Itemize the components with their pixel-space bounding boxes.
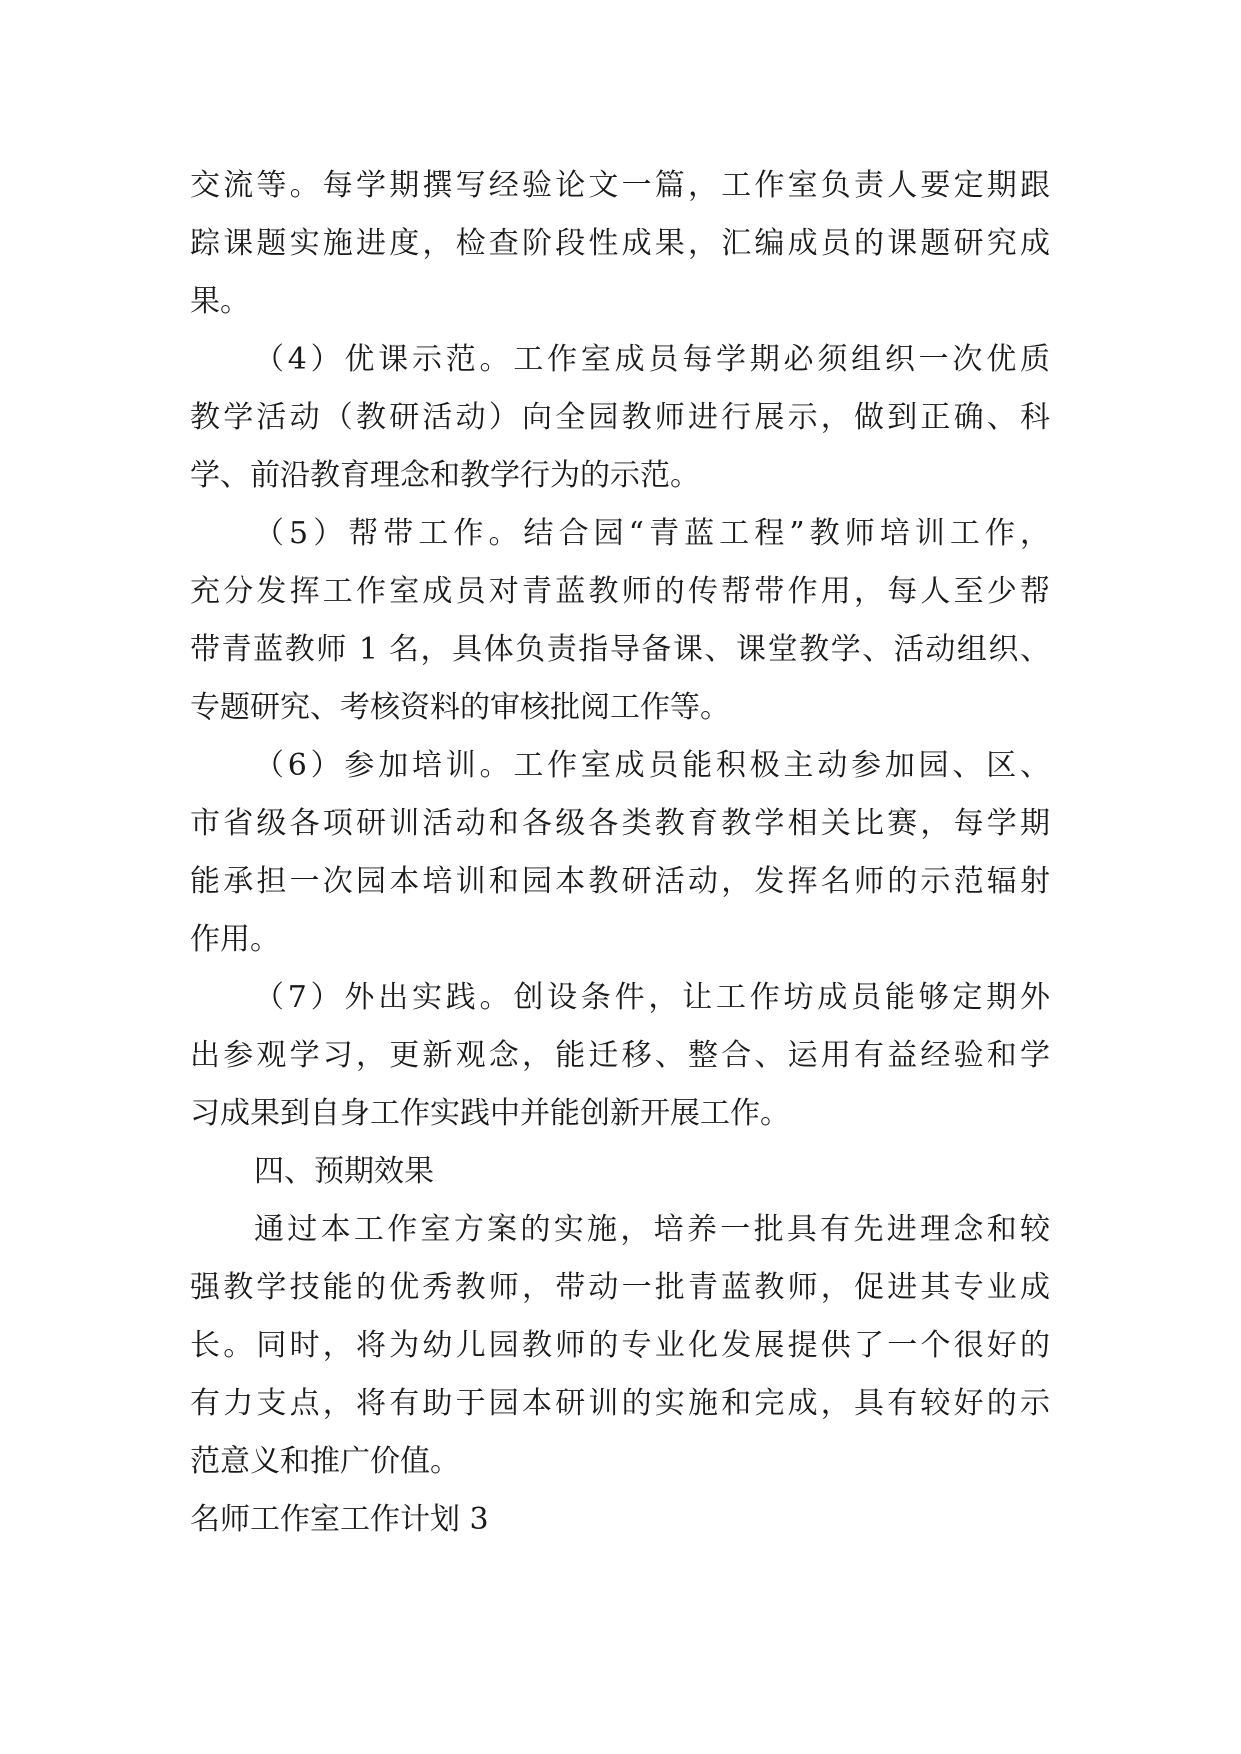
text-line: 强教学技能的优秀教师，带动一批青蓝教师，促进其专业成 [190, 1270, 1050, 1305]
text-line: 学、前沿教育理念和教学行为的示范。 [190, 458, 700, 493]
text-line: 范意义和推广价值。 [190, 1444, 460, 1479]
text-line: 有力支点，将有助于园本研训的实施和完成，具有较好的示 [190, 1386, 1050, 1421]
text-line: 出参观学习，更新观念，能迁移、整合、运用有益经验和学 [190, 1038, 1050, 1073]
text-line: 带青蓝教师 1 名，具体负责指导备课、课堂教学、活动组织、 [190, 632, 1050, 667]
text-line: 市省级各项研训活动和各级各类教育教学相关比赛，每学期 [190, 806, 1050, 841]
text-line: 通过本工作室方案的实施，培养一批具有先进理念和较 [254, 1212, 1050, 1247]
text-line: 能承担一次园本培训和园本教研活动，发挥名师的示范辐射 [190, 864, 1050, 899]
text-line: 作用。 [190, 922, 280, 957]
text-line: 交流等。每学期撰写经验论文一篇，工作室负责人要定期跟 [190, 168, 1050, 203]
text-line: 长。同时，将为幼儿园教师的专业化发展提供了一个很好的 [190, 1328, 1050, 1363]
text-line: 教学活动（教研活动）向全园教师进行展示，做到正确、科 [190, 400, 1050, 435]
section-heading: 四、预期效果 [254, 1154, 434, 1189]
document-title-heading: 名师工作室工作计划 3 [190, 1502, 489, 1537]
text-line: 习成果到自身工作实践中并能创新开展工作。 [190, 1096, 790, 1131]
text-line: 专题研究、考核资料的审核批阅工作等。 [190, 690, 730, 725]
text-line: 充分发挥工作室成员对青蓝教师的传帮带作用，每人至少帮 [190, 574, 1050, 609]
text-line: （7）外出实践。创设条件，让工作坊成员能够定期外 [254, 980, 1050, 1015]
text-line: 果。 [190, 284, 250, 319]
text-line: 踪课题实施进度，检查阶段性成果，汇编成员的课题研究成 [190, 226, 1050, 261]
text-line: （6）参加培训。工作室成员能积极主动参加园、区、 [254, 748, 1050, 783]
text-line: （4）优课示范。工作室成员每学期必须组织一次优质 [254, 342, 1050, 377]
text-line: （5）帮带工作。结合园“青蓝工程”教师培训工作， [254, 516, 1050, 551]
